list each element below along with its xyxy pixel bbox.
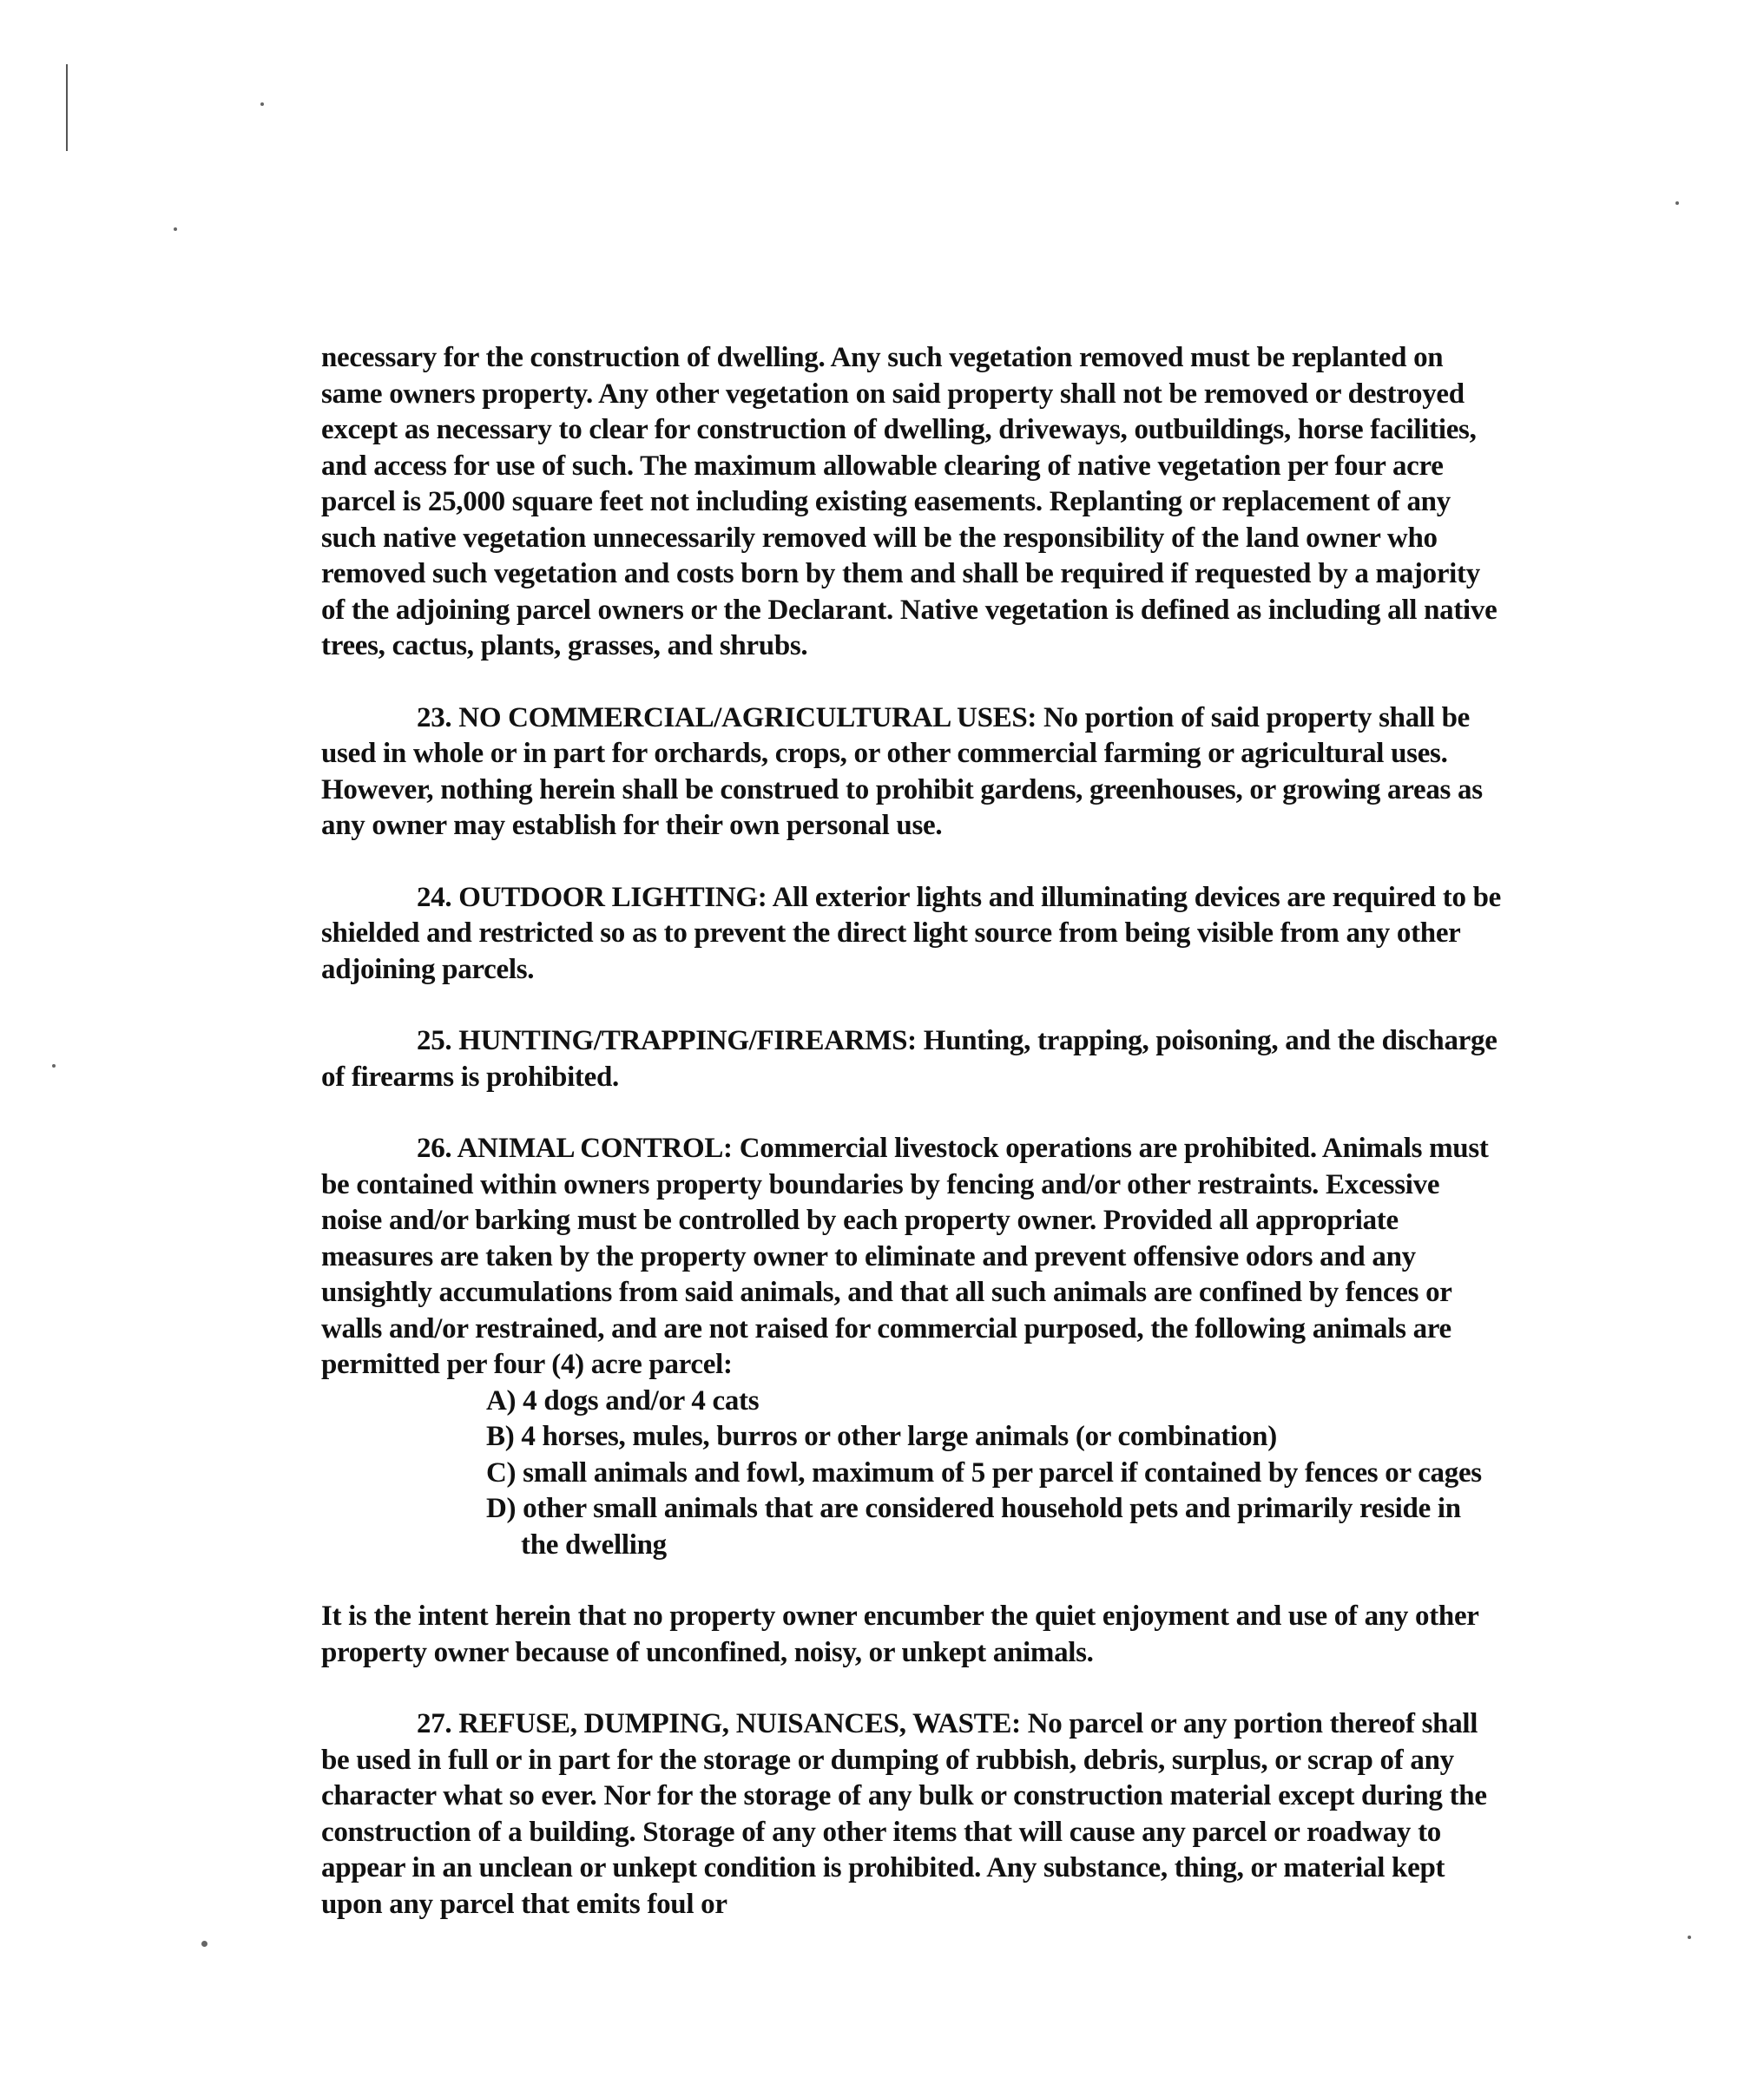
paragraph-vegetation-continued: necessary for the construction of dwelling. Any such vegetation removed must be replanted on same owners property. Any other vegetation on said property shall not be removed or destroyed except as necessary to clear for construction of dwelling, driveways, outbuildings, horse facilities, and access for use of such. The maximum allowable clearing of native vegetation per four acre parcel is 25,000 square feet not including existing easements. Replanting or replacement of any such native vegetation unnecessarily removed will be the responsibility of the land owner who removed such vegetation and costs born by them and shall be required if requested by a majority of the adjoining parcel owners or the Declarant. Native vegetation is defined as including all native trees, cactus, plants, grasses, and shrubs. [321,342,1497,661]
paragraph-intent: It is the intent herein that no property owner encumber the quiet enjoyment and use of any other property owner because of unconfined, noisy, or unkept animals. [321,1601,1479,1668]
scan-speck [52,1064,56,1068]
document-body [321,340,1502,1958]
paragraph-27-refuse-dumping: 27. REFUSE, DUMPING, NUISANCES, WASTE: No parcel or any portion thereof shall be used in full or in part for the storage or dumping of rubbish, debris, surplus, or scrap of any character what so ever. Nor for the storage of any bulk or construction material except during the construction of a building. Storage of any other items that will cause any parcel or roadway to appear in an unclean or unkept condition is prohibited. Any substance, thing, or material kept upon any parcel that emits foul or [321,1708,1487,1920]
scan-speck [201,1941,207,1947]
paragraph-23-commercial-agricultural: 23. NO COMMERCIAL/AGRICULTURAL USES: No portion of said property shall be used in whole or in part for orchards, crops, or other commercial farming or agricultural uses. However, nothing herein shall be construed to prohibit gardens, greenhouses, or growing areas as any owner may establish for their own personal use. [321,701,1483,841]
scan-speck [260,102,264,106]
permitted-animals-list [321,1384,1502,1564]
list-item: C) small animals and fowl, maximum of 5 per parcel if contained by fences or cages [486,1456,1482,1489]
list-item: B) 4 horses, mules, burros or other large animals (or combination) [486,1421,1277,1452]
paragraph-24-outdoor-lighting: 24. OUTDOOR LIGHTING: All exterior lights and illuminating devices are required to be shielded and restricted so as to prevent the direct light source from being visible from any other adjoining parcels. [321,881,1502,985]
scan-speck [1688,1936,1691,1939]
scan-speck [1675,201,1679,205]
scan-edge-mark [66,64,68,151]
paragraph-25-hunting-trapping-firearms: 25. HUNTING/TRAPPING/FIREARMS: Hunting, trapping, poisoning, and the discharge of firearms is prohibited. [321,1025,1497,1093]
scan-speck [174,227,177,231]
list-item: D) other small animals that are considered household pets and primarily reside in the dwelling [486,1493,1461,1561]
list-item: A) 4 dogs and/or 4 cats [486,1384,760,1417]
paragraph-26-animal-control: 26. ANIMAL CONTROL: Commercial livestock operations are prohibited. Animals must be contained within owners property boundaries by fencing and/or other restraints. Excessive noise and/or barking must be controlled by each property owner. Provided all appropriate measures are taken by the property owner to eliminate and prevent offensive odors and any unsightly accumulations from said animals, and that all such animals are confined by fences or walls and/or restrained, and are not raised for commercial purposed, the following animals are permitted per four (4) acre parcel: [321,1133,1489,1380]
